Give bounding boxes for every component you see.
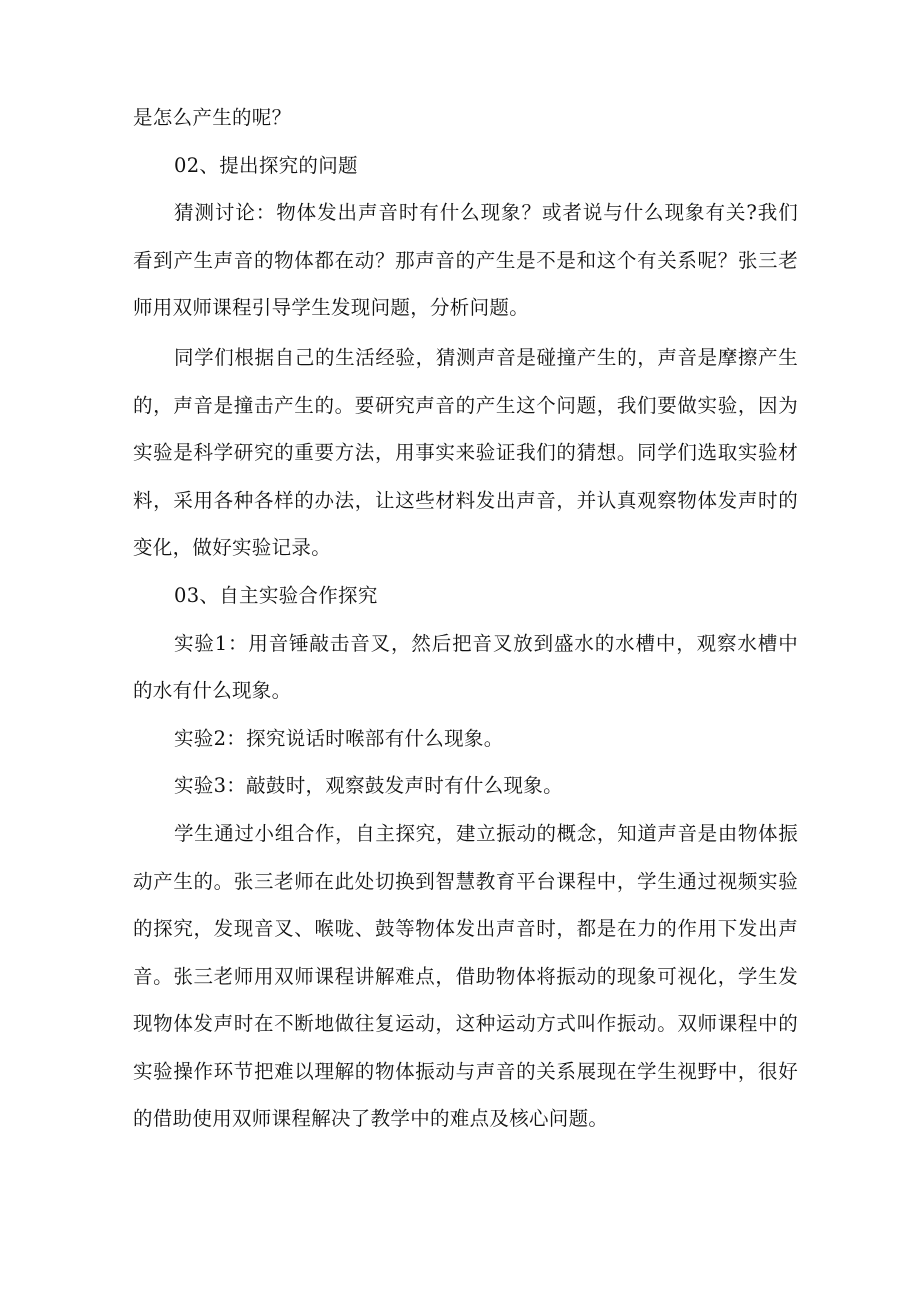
paragraph-student-guesses: 同学们根据自己的生活经验，猜测声音是碰撞产生的，声音是摩擦产生的，声音是撞击产生的。要研究声音的产生这个问题，我们要做实验，因为实验是科学研究的重要方法，用事实来验证我们的猜想。同学们选取实验材料，采用各种各样的办法，让这些材料发出声音，并认真观察物体发声时的变化，做好实验记录。 <box>133 345 798 560</box>
paragraph-experiment-2: 实验2：探究说话时喉部有什么现象。 <box>174 726 504 750</box>
section-heading-02: 02、提出探究的问题 <box>174 153 358 177</box>
paragraph-experiment-1: 实验1：用音锤敲击音叉，然后把音叉放到盛水的水槽中，观察水槽中的水有什么现象。 <box>133 631 798 703</box>
paragraph-guess-discussion: 猜测讨论：物体发出声音时有什么现象？或者说与什么现象有关?我们看到产生声音的物体都在动？那声音的产生是不是和这个有关系呢？张三老师用双师课程引导学生发现问题，分析问题。 <box>133 201 798 320</box>
paragraph-continuation: 是怎么产生的呢？ <box>133 106 292 129</box>
paragraph-experiment-3: 实验3：敲鼓时，观察鼓发声时有什么现象。 <box>174 774 563 798</box>
document-body <box>133 94 798 1143</box>
paragraph-vibration-conclusion: 学生通过小组合作，自主探究，建立振动的概念，知道声音是由物体振动产生的。张三老师在此处切换到智慧教育平台课程中，学生通过视频实验的探究，发现音叉、喉咙、鼓等物体发出声音时，都是在力的作用下发出声音。张三老师用双师课程讲解难点，借助物体将振动的现象可视化，学生发现物体发声时在不断地做往复运动，这种运动方式叫作振动。双师课程中的实验操作环节把难以理解的物体振动与声音的关系展现在学生视野中，很好的借助使用双师课程解决了教学中的难点及核心问题。 <box>133 821 798 1131</box>
section-heading-03: 03、自主实验合作探究 <box>174 583 378 607</box>
